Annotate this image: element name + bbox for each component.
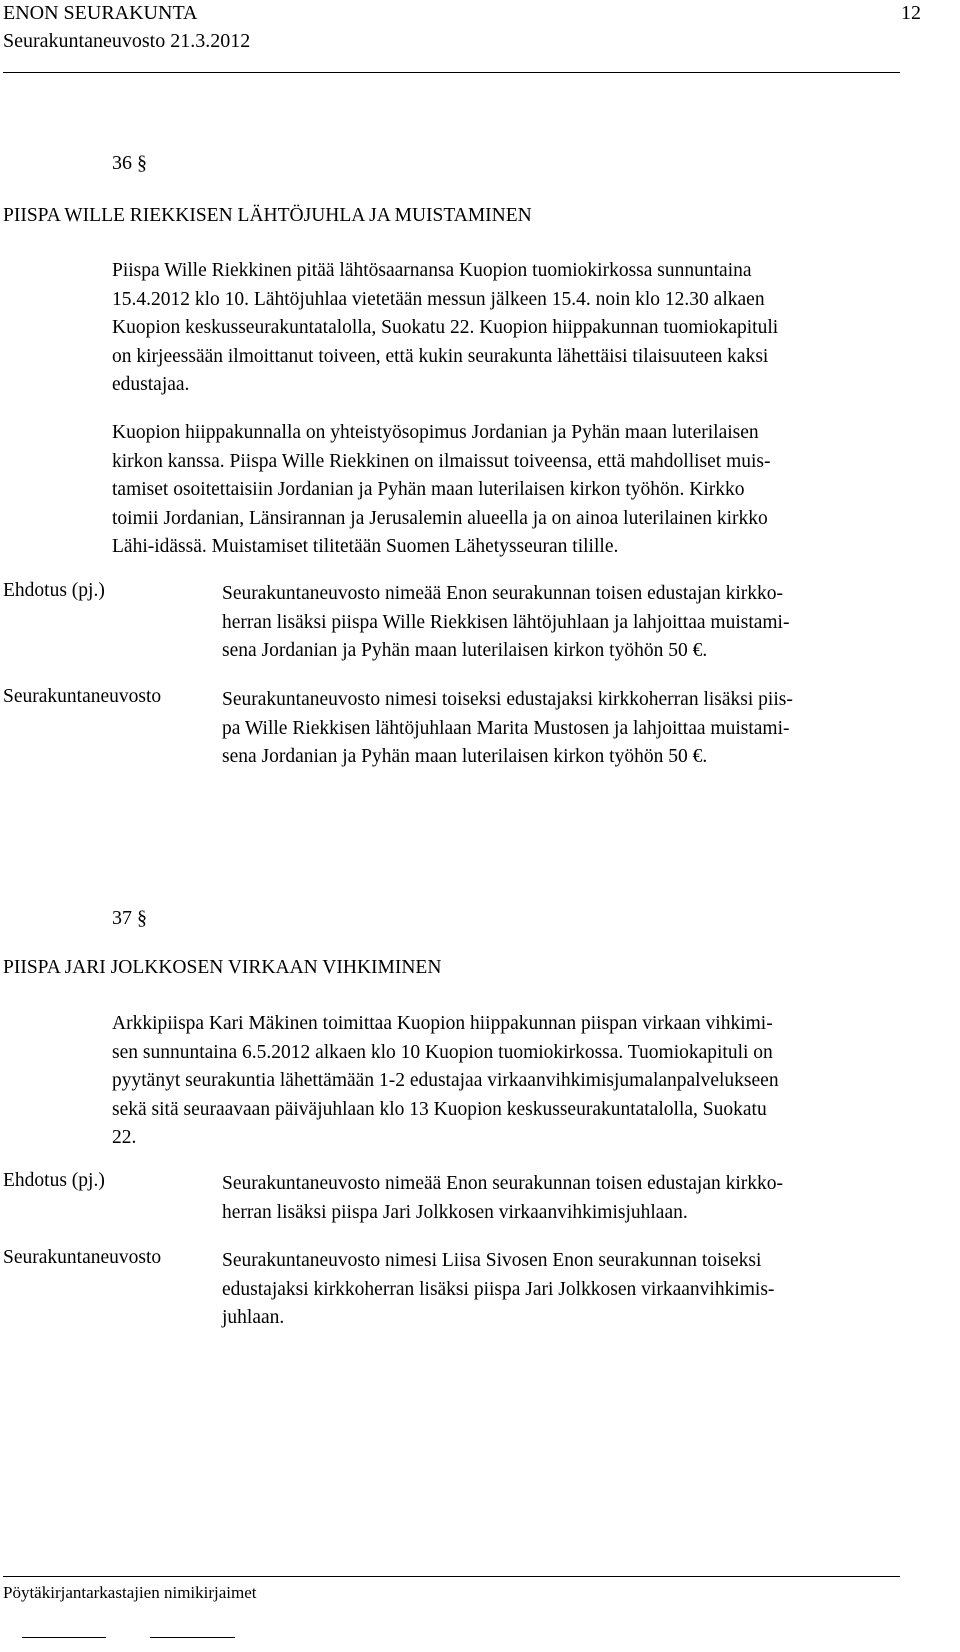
text-line: toimii Jordanian, Länsirannan ja Jerusalemin alueella ja on ainoa luterilainen kirkko [112, 507, 768, 529]
text-line: Kuopion hiippakunnalla on yhteistyösopimus Jordanian ja Pyhän maan luterilaisen [112, 422, 759, 443]
text-line: Seurakuntaneuvosto nimesi Liisa Sivosen Enon seurakunnan toiseksi [222, 1250, 762, 1271]
text-line: sena Jordanian ja Pyhän maan luterilaisen kirkon työhön 50 €. [222, 746, 708, 767]
text-line: Arkkipiispa Kari Mäkinen toimittaa Kuopion hiippakunnan piispan virkaan vihkimi- [112, 1013, 773, 1034]
decision-text [222, 686, 793, 772]
text-line: tamiset osoitettaisiin Jordanian ja Pyhän maan luterilaisen kirkon työhön. Kirkko [112, 479, 745, 500]
text-line: Lähi-idässä. Muistamiset tilitetään Suomen Lähetysseuran tilille. [112, 536, 619, 557]
text-line: pyytänyt seurakuntia lähettämään 1-2 edustajaa virkaanvihkimisjumalanpalvelukseen [112, 1070, 779, 1091]
text-line: sena Jordanian ja Pyhän maan luterilaisen kirkon työhön 50 €. [222, 640, 708, 661]
decision-label: Seurakuntaneuvosto [3, 1247, 162, 1268]
section-number: 36 § [112, 152, 147, 174]
decision-label: Seurakuntaneuvosto [3, 686, 162, 707]
text-line: herran lisäksi piispa Jari Jolkkosen virkaanvihkimisjuhlaan. [222, 1201, 688, 1223]
section-36-paragraph-2 [112, 419, 771, 562]
signatures-label: Pöytäkirjantarkastajien nimikirjaimet [3, 1583, 257, 1602]
signature-line [22, 1637, 106, 1638]
text-line: on kirjeessään ilmoittanut toiveen, että kukin seurakunta lähettäisi tilaisuuteen kaksi [112, 345, 769, 367]
proposal-text [222, 580, 789, 666]
header-divider [3, 72, 900, 73]
text-line: herran lisäksi piispa Wille Riekkisen lähtöjuhlaan ja lahjoittaa muistami- [222, 611, 790, 633]
text-line: kirkon kanssa. Piispa Wille Riekkinen on ilmaissut toiveensa, että mahdolliset muis- [112, 450, 771, 472]
text-line: juhlaan. [222, 1307, 285, 1328]
section-36-paragraph-1 [112, 257, 778, 400]
section-title: PIISPA JARI JOLKKOSEN VIRKAAN VIHKIMINEN [3, 957, 442, 978]
signature-line [150, 1637, 235, 1638]
text-line: Kuopion keskusseurakuntatalolla, Suokatu 22. Kuopion hiippakunnan tuomiokapituli [112, 317, 779, 338]
section-37-paragraph-1 [112, 1010, 779, 1153]
proposal-label: Ehdotus (pj.) [3, 1170, 105, 1191]
text-line: Seurakuntaneuvosto nimeää Enon seurakunnan toisen edustajan kirkko- [222, 583, 784, 604]
text-line: sen sunnuntaina 6.5.2012 alkaen klo 10 Kuopion tuomiokirkossa. Tuomiokapituli on [112, 1041, 773, 1063]
section-number: 37 § [112, 907, 147, 929]
text-line: Seurakuntaneuvosto nimeää Enon seurakunnan toisen edustajan kirkko- [222, 1173, 784, 1194]
text-line: sekä sitä seuraavaan päiväjuhlaan klo 13 Kuopion keskusseurakuntatalolla, Suokatu [112, 1098, 767, 1120]
page-number: 12 [901, 2, 921, 24]
proposal-label: Ehdotus (pj.) [3, 580, 105, 601]
decision-text [222, 1247, 774, 1333]
meeting-name-date: Seurakuntaneuvosto 21.3.2012 [3, 30, 251, 52]
proposal-text [222, 1170, 783, 1227]
section-title: PIISPA WILLE RIEKKISEN LÄHTÖJUHLA JA MUISTAMINEN [3, 205, 532, 226]
organization-name: ENON SEURAKUNTA [3, 2, 198, 24]
text-line: pa Wille Riekkisen lähtöjuhlaan Marita Mustosen ja lahjoittaa muistami- [222, 717, 790, 739]
footer-divider [3, 1576, 900, 1577]
text-line: 15.4.2012 klo 10. Lähtöjuhlaa vietetään messun jälkeen 15.4. noin klo 12.30 alkaen [112, 288, 765, 310]
text-line: edustajaa. [112, 374, 190, 395]
text-line: Piispa Wille Riekkinen pitää lähtösaarnansa Kuopion tuomiokirkossa sunnuntaina [112, 260, 752, 281]
text-line: edustajaksi kirkkoherran lisäksi piispa Jari Jolkkosen virkaanvihkimis- [222, 1278, 775, 1300]
text-line: Seurakuntaneuvosto nimesi toiseksi edustajaksi kirkkoherran lisäksi piis- [222, 689, 793, 710]
text-line: 22. [112, 1127, 137, 1148]
